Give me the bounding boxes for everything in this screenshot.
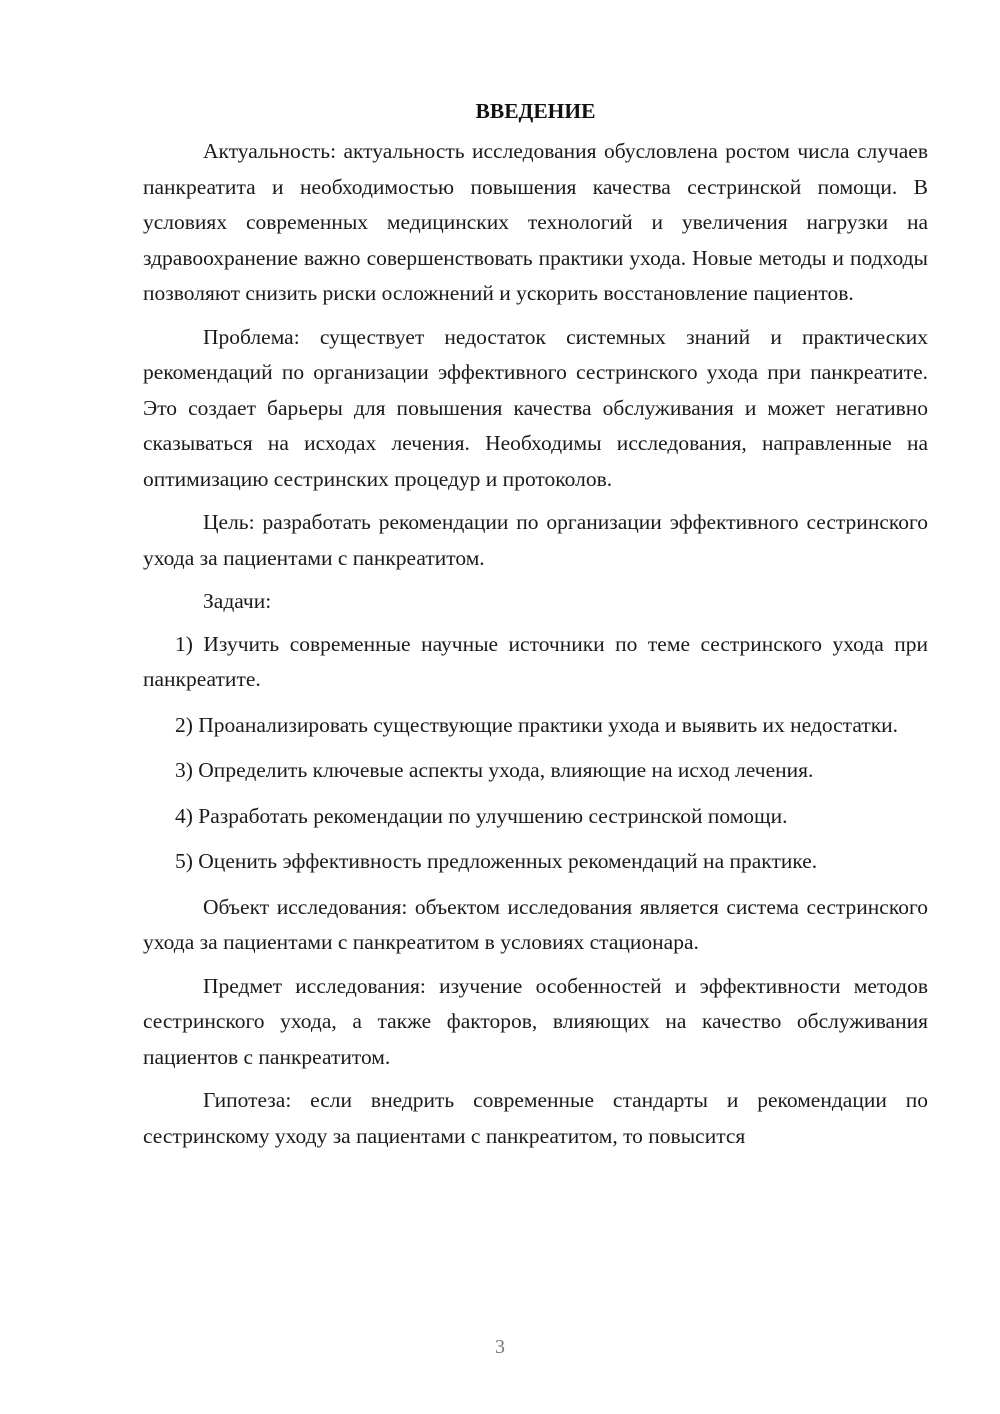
- task-item-1: 1) Изучить современные научные источники по теме сестринского ухода при панкреатите.: [143, 631, 928, 691]
- paragraph-object: Объект исследования: объектом исследования является система сестринского ухода за пациентами с панкреатитом в условиях стационара.: [143, 894, 928, 954]
- task-item-2: 2) Проанализировать существующие практики ухода и выявить их недостатки.: [175, 712, 899, 737]
- task-item-5: 5) Оценить эффективность предложенных рекомендаций на практике.: [175, 849, 818, 873]
- paragraph-goal: Цель: разработать рекомендации по организации эффективного сестринского ухода за пациентами с панкреатитом.: [143, 510, 928, 570]
- paragraph-problem: Проблема: существует недостаток системных знаний и практических рекомендаций по организации эффективного сестринского ухода при панкреатите. Это создает барьеры для повышения качества обслуживания и может негативно сказываться на исходах лечения. Необходимы исследования, направленные на оптимизацию сестринских процедур и протоколов.: [143, 324, 928, 491]
- paragraph-subject: Предмет исследования: изучение особенностей и эффективности методов сестринского ухода, а также факторов, влияющих на качество обслуживания пациентов с панкреатитом.: [143, 973, 928, 1069]
- paragraph-hypothesis: Гипотеза: если внедрить современные стандарты и рекомендации по сестринскому уходу за пациентами с панкреатитом, то повысится: [143, 1088, 928, 1148]
- task-item-4: 4) Разработать рекомендации по улучшению сестринской помощи.: [175, 803, 788, 828]
- page-number: 3: [495, 1336, 505, 1358]
- paragraph-relevance: Актуальность: актуальность исследования обусловлена ростом числа случаев панкреатита и необходимостью повышения качества сестринской помощи. В условиях современных медицинских технологий и увеличения нагрузки на здравоохранение важно совершенствовать практики ухода. Новые методы и подходы позволяют снизить риски осложнений и ускорить восстановление пациентов.: [143, 139, 928, 305]
- tasks-heading: Задачи:: [203, 589, 272, 613]
- page-title: ВВЕДЕНИЕ: [475, 99, 596, 123]
- page-body: [143, 96, 928, 1162]
- task-item-3: 3) Определить ключевые аспекты ухода, влияющие на исход лечения.: [175, 758, 814, 782]
